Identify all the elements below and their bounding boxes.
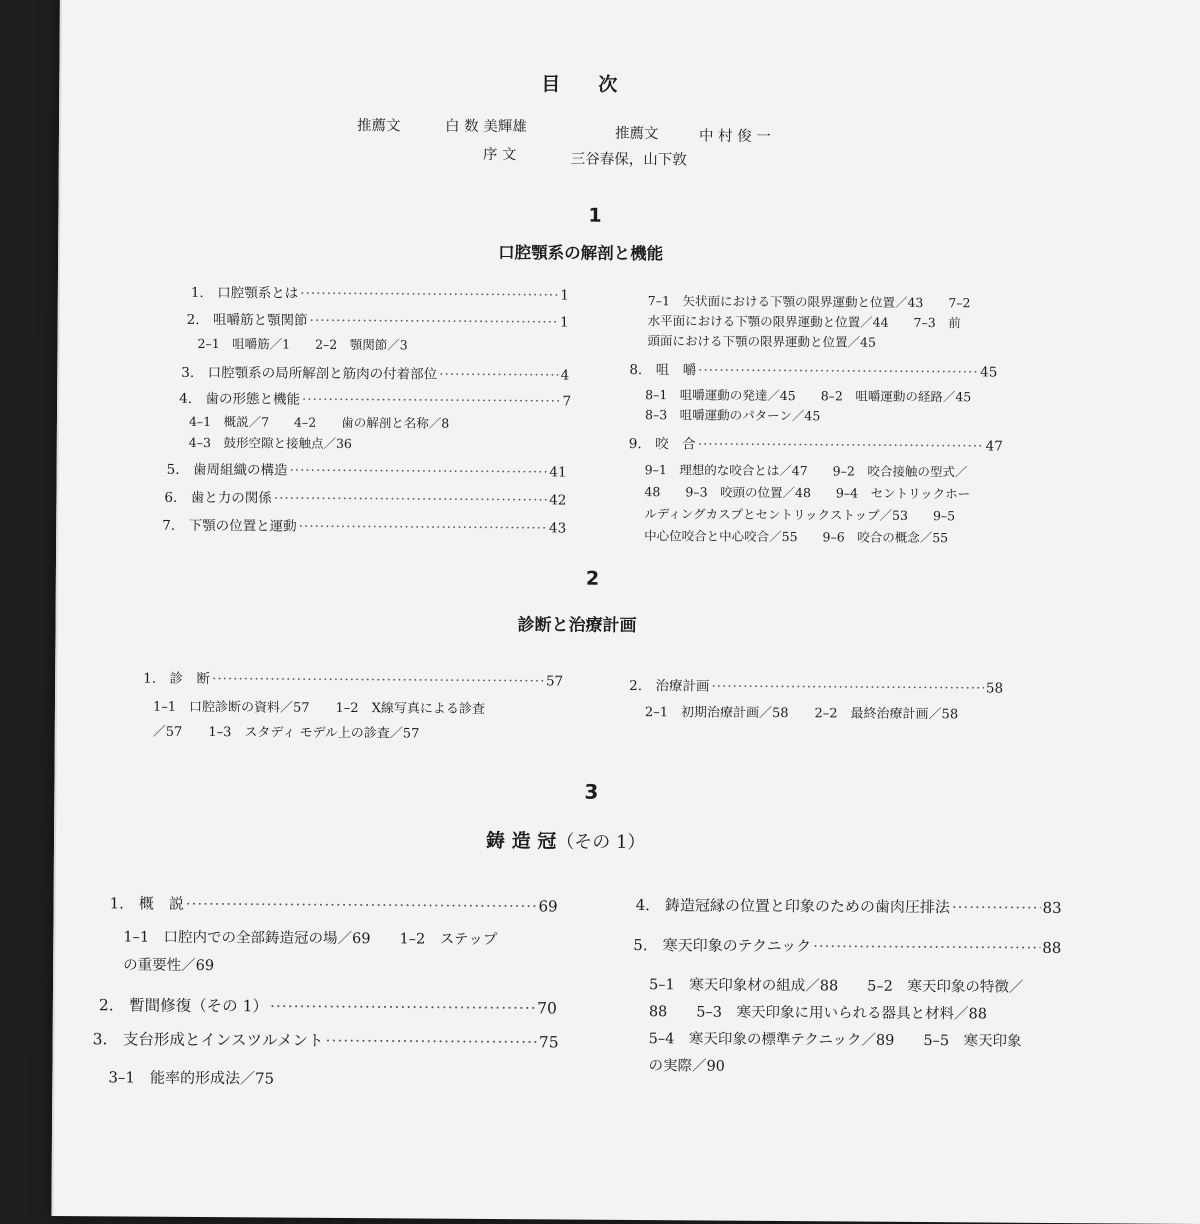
subentry-line: 5–4 寒天印象の標準テクニック／89 5–5 寒天印象	[648, 1031, 1022, 1050]
toc-entry[interactable]	[162, 518, 566, 537]
chapter-number: 2	[585, 567, 600, 590]
subentry-line: 3–1 能率的形成法／75	[108, 1068, 275, 1088]
toc-entry[interactable]	[629, 362, 997, 381]
entry-page: 57	[545, 673, 564, 690]
toc-subentry	[123, 928, 497, 977]
front-matter-author: 三谷春保，山下敦	[570, 151, 687, 169]
entry-label: 4. 鋳造冠縁の位置と印象のための歯肉圧排法	[635, 896, 950, 917]
entry-page: 75	[538, 1033, 559, 1052]
subentry-line: 水平面における下顎の限界運動と位置／44 7–3 前	[647, 313, 961, 331]
entry-page: 43	[548, 520, 567, 537]
entry-label: 9. 咬 合	[628, 435, 696, 453]
toc-subentry	[648, 976, 1023, 1078]
toc-entry[interactable]	[187, 312, 569, 331]
toc-title: 目 次	[541, 73, 618, 96]
entry-label: 4. 歯の形態と機能	[179, 390, 301, 408]
toc-entry[interactable]	[99, 996, 557, 1018]
toc-subentry	[108, 1068, 274, 1087]
front-matter-label: 推薦文	[614, 125, 659, 143]
entry-label: 2. 治療計画	[629, 677, 710, 695]
toc-subentry	[189, 415, 449, 452]
toc-entry[interactable]	[181, 365, 569, 384]
subentry-line: 4–1 概説／7 4–2 歯の解剖と名称／8	[188, 413, 450, 431]
subentry-line: 4–3 鼓形空隙と接触点／36	[188, 434, 352, 452]
entry-label: 3. 口腔顎系の局所解剖と筋肉の付着部位	[181, 364, 438, 383]
toc-subentry	[197, 337, 407, 352]
entry-label: 5. 歯周組織の構造	[166, 461, 288, 479]
toc-entry[interactable]	[143, 671, 563, 690]
entry-label: 5. 寒天印象のテクニック	[633, 936, 812, 956]
entry-label: 6. 歯と力の関係	[164, 489, 272, 507]
subentry-line: 2–1 咀嚼筋／1 2–2 顎関節／3	[197, 335, 408, 353]
toc-subentry	[645, 388, 971, 424]
front-matter-label: 序 文	[482, 146, 517, 164]
toc-entry[interactable]	[93, 1030, 559, 1052]
subentry-line: 1–1 口腔内での全部鋳造冠の場／69 1–2 ステップ	[123, 929, 498, 949]
entry-page: 58	[985, 680, 1004, 697]
front-matter-label: 推薦文	[356, 118, 401, 135]
entry-label: 7. 下顎の位置と運動	[162, 517, 297, 535]
entry-label: 1. 診 断	[143, 670, 211, 688]
entry-page: 69	[538, 897, 558, 916]
entry-label: 8. 咀 嚼	[629, 361, 697, 379]
toc-entry[interactable]	[629, 678, 1003, 697]
toc-subentry	[153, 701, 485, 742]
chapter-number: 1	[588, 204, 602, 227]
entry-page: 42	[549, 492, 567, 509]
entry-page: 4	[560, 367, 570, 384]
chapter-title-suffix: （その 1）	[556, 831, 646, 854]
chapter-title-main: 鋳 造 冠	[485, 829, 557, 853]
chapter-title: 口腔顎系の解剖と機能	[498, 243, 664, 264]
entry-page: 47	[985, 438, 1003, 455]
subentry-line: 7–1 矢状面における下顎の限界運動と位置／43 7–2	[647, 293, 971, 311]
subentry-line: の重要性／69	[123, 957, 215, 975]
toc-entry[interactable]	[164, 490, 566, 509]
subentry-line: 9–1 理想的な咬合とは／47 9–2 咬合接触の型式／	[644, 462, 968, 480]
front-matter-author: 白 数 美輝雄	[444, 118, 527, 136]
toc-entry[interactable]	[636, 896, 1062, 917]
entry-page: 7	[562, 393, 572, 410]
entry-label: 2. 暫間修復（その 1）	[98, 996, 269, 1016]
entry-page: 88	[1042, 938, 1062, 957]
toc-entry[interactable]	[179, 391, 571, 410]
chapter-number: 3	[584, 779, 599, 804]
subentry-line: ルディングカスプとセントリックストップ／53 9–5	[644, 506, 956, 524]
subentry-line: 頭面における下顎の限界運動と位置／45	[647, 333, 877, 350]
subentry-line: 8–3 咀嚼運動のパターン／45	[644, 407, 821, 424]
entry-label: 1. 口腔顎系とは	[190, 284, 299, 302]
subentry-line: 88 5–3 寒天印象に用いられる器具と材料／88	[648, 1004, 988, 1023]
toc-subentry	[644, 463, 970, 545]
chapter-title: 診断と治療計画	[517, 615, 637, 637]
book-page	[51, 0, 1200, 1224]
subentry-line: 8–1 咀嚼運動の発達／45 8–2 咀嚼運動の経路／45	[645, 387, 972, 405]
entry-label: 1. 概 説	[109, 894, 184, 913]
entry-page: 1	[560, 287, 569, 304]
toc-entry[interactable]	[633, 936, 1061, 957]
subentry-line: 2–1 初期治療計画／58 2–2 最終治療計画／58	[644, 705, 959, 723]
subentry-line: 1–1 口腔診断の資料／57 1–2 X線写真による診査	[152, 699, 485, 717]
entry-page: 45	[980, 364, 998, 381]
subentry-line: 48 9–3 咬頭の位置／48 9–4 セントリックホー	[644, 484, 971, 502]
subentry-line: の実際／90	[648, 1058, 725, 1075]
toc-entry[interactable]	[167, 462, 567, 481]
subentry-line: 5–1 寒天印象材の組成／88 5–2 寒天印象の特徴／	[648, 977, 1024, 996]
subentry-line: 中心位咬合と中心咬合／55 9–6 咬合の概念／55	[644, 528, 949, 546]
entry-label: 2. 咀嚼筋と顎関節	[186, 311, 308, 329]
entry-label: 3. 支台形成とインスツルメント	[92, 1030, 324, 1050]
entry-page: 1	[560, 314, 569, 331]
chapter-title	[486, 829, 646, 855]
entry-page: 41	[549, 464, 567, 481]
toc-entry[interactable]	[191, 285, 569, 304]
front-matter-author: 中 村 俊 一	[698, 128, 771, 145]
toc-entry[interactable]	[110, 894, 558, 915]
toc-subentry	[645, 706, 958, 722]
toc-subentry	[648, 294, 971, 350]
page-edge	[51, 0, 62, 1216]
toc-entry[interactable]	[629, 436, 1003, 455]
entry-page: 70	[537, 999, 557, 1018]
entry-page: 83	[1042, 898, 1062, 918]
subentry-line: ／57 1–3 スタディ モデル上の診査／57	[152, 724, 420, 742]
